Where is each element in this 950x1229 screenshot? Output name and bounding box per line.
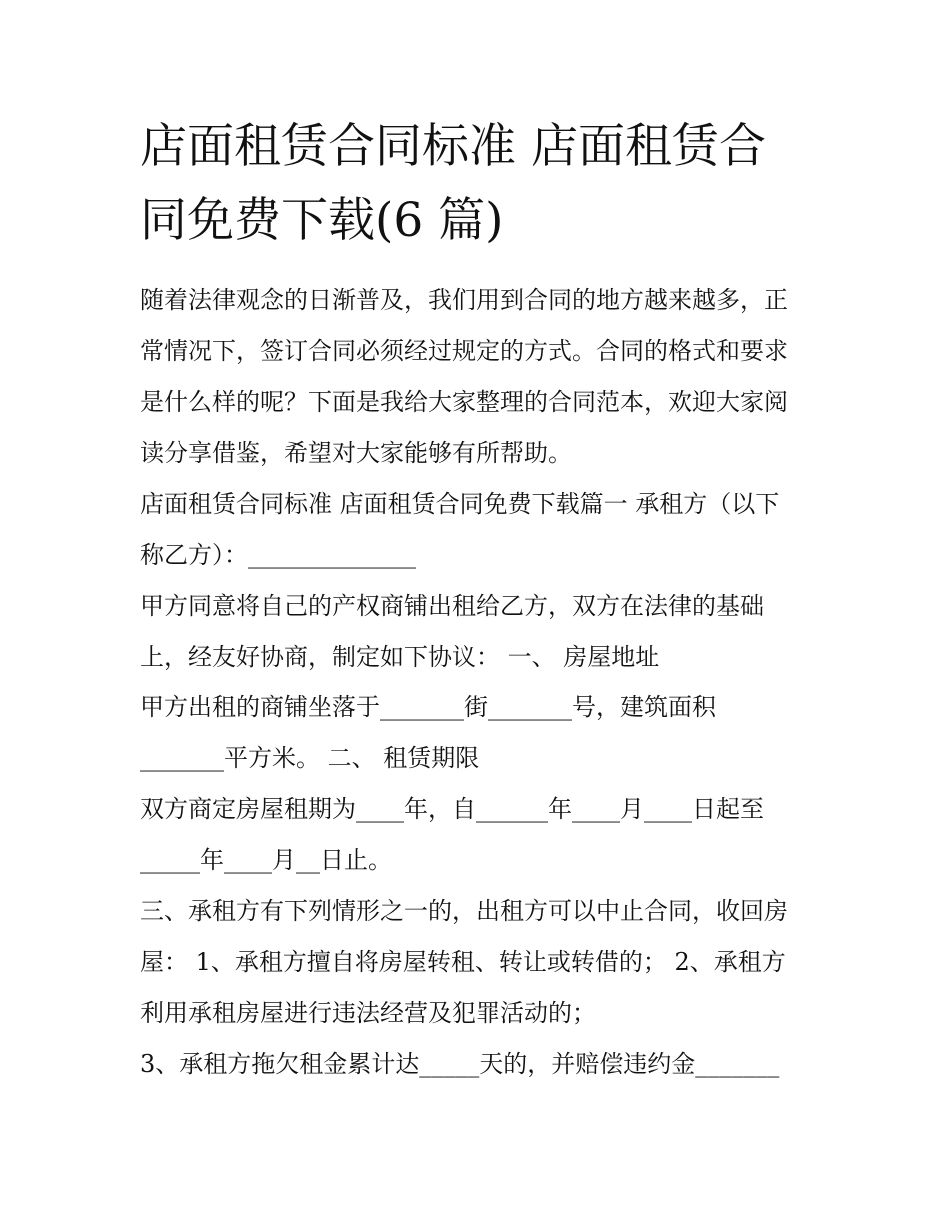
body-line: 双方商定房屋租期为____年，自______年____月____日起至 [140,795,764,823]
document-title-line-1: 店面租赁合同标准 店面租赁合 [140,119,766,174]
body-line: 屋： 1、承租方擅自将房屋转租、转让或转借的； 2、承租方 [140,948,786,976]
body-line: 店面租赁合同标准 店面租赁合同免费下载篇一 承租方（以下 [140,490,780,518]
body-line: 甲方出租的商铺坐落于_______街_______号，建筑面积 [140,693,716,721]
body-line: _____年____月__日止。 [140,846,392,874]
body-line: 是什么样的呢？下面是我给大家整理的合同范本，欢迎大家阅 [140,388,788,416]
document-title-line-2: 同免费下载(6 篇) [140,193,504,248]
body-line: 三、承租方有下列情形之一的，出租方可以中止合同，收回房 [140,897,788,925]
body-line: _______平方米。 二、 租赁期限 [140,744,480,772]
body-line: 甲方同意将自己的产权商铺出租给乙方，双方在法律的基础 [140,592,764,620]
body-line: 随着法律观念的日渐普及，我们用到合同的地方越来越多，正 [140,286,788,314]
body-line: 3、承租方拖欠租金累计达_____天的，并赔偿违约金_______ [140,1050,780,1078]
body-line: 上，经友好协商，制定如下协议： 一、 房屋地址 [140,643,660,671]
body-line: 常情况下，签订合同必须经过规定的方式。合同的格式和要求 [140,337,788,365]
body-line: 称乙方）：______________ [140,541,416,569]
body-line: 读分享借鉴，希望对大家能够有所帮助。 [140,439,572,467]
body-line: 利用承租房屋进行违法经营及犯罪活动的； [140,999,596,1027]
